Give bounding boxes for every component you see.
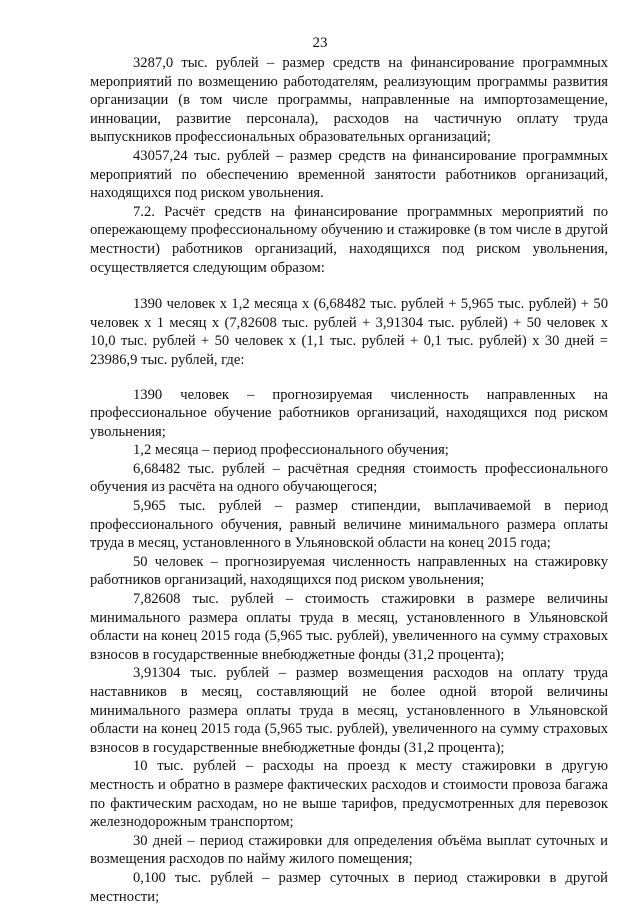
paragraph-programme-development-funds: 3287,0 тыс. рублей – размер средств на финансирование программных мероприятий по возмещению работодателям, реализующим программы развития организации (в том числе программы, направленные на импортозамещение, инновации, развитие персонала), расходов на частичную оплату труда выпускников профессиональных образовательных организаций; <box>90 55 608 146</box>
paragraph-section-7-2: 7.2. Расчёт средств на финансирование программных мероприятий по опережающему профессиональному обучению и стажировке (в том числе в другой местности) работников организаций, находящихся под риском увольнения, осуществляется следующим образом: <box>90 203 608 276</box>
paragraph-travel-expenses: 10 тыс. рублей – расходы на проезд к месту стажировки в другую местность и обратно в размере фактических расходов и стоимости провоза багажа по фактическим расходам, но не выше тарифов, предусмотренных для перевозок железнодорожным транспортом; <box>90 758 608 831</box>
paragraph-temporary-employment-funds: 43057,24 тыс. рублей – размер средств на финансирование программных мероприятий по обеспечению временной занятости работников организаций, находящихся под риском увольнения. <box>90 147 608 202</box>
calculation-formula: 1390 человек х 1,2 месяца х (6,68482 тыс. рублей + 5,965 тыс. рублей) + 50 человек х 1 месяц х (7,82608 тыс. рублей + 3,91304 тыс. рублей) + 50 человек х 10,0 тыс. рублей + 50 человек х (1,1 тыс. рублей + 0,1 тыс. рублей) х 30 дней = 23986,9 тыс. рублей, где: <box>90 296 608 368</box>
paragraph-daily-allowance: 0,100 тыс. рублей – размер суточных в период стажировки в другой местности; <box>90 869 608 905</box>
paragraph-internship-count: 50 человек – прогнозируемая численность направленных на стажировку работников организаций, находящихся под риском увольнения; <box>90 553 608 589</box>
document-body <box>90 54 608 906</box>
paragraph-internship-days: 30 дней – период стажировки для определения объёма выплат суточных и возмещения расходов по найму жилого помещения; <box>90 832 608 868</box>
paragraph-mentor-compensation: 3,91304 тыс. рублей – размер возмещения расходов на оплату труда наставников в месяц, составляющий не более одной второй величины минимального размера оплаты труда в месяц, установленного в Ульяновской области на конец 2015 года (5,965 тыс. рублей), увеличенного на сумму страховых взносов в государственные внебюджетные фонды (31,2 процента); <box>90 665 608 756</box>
paragraph-training-cost: 6,68482 тыс. рублей – расчётная средняя стоимость профессионального обучения из расчёта на одного обучающегося; <box>90 460 608 496</box>
paragraph-training-period: 1,2 месяца – период профессионального обучения; <box>133 442 449 459</box>
paragraph-trainee-count: 1390 человек – прогнозируемая численность направленных на профессиональное обучение работников организаций, находящихся под риском увольнения; <box>90 386 608 440</box>
paragraph-stipend: 5,965 тыс. рублей – размер стипендии, выплачиваемой в период профессионального обучения, равный величине минимального размера оплаты труда в месяц, установленного в Ульяновской области на конец 2015 года; <box>90 498 608 552</box>
paragraph-internship-cost: 7,82608 тыс. рублей – стоимость стажировки в размере величины минимального размера оплаты труда в месяц, установленного в Ульяновской области на конец 2015 года (5,965 тыс. рублей), увеличенного на сумму страховых взносов в государственные внебюджетные фонды (31,2 процента); <box>90 591 608 663</box>
page-number: 23 <box>312 35 328 51</box>
